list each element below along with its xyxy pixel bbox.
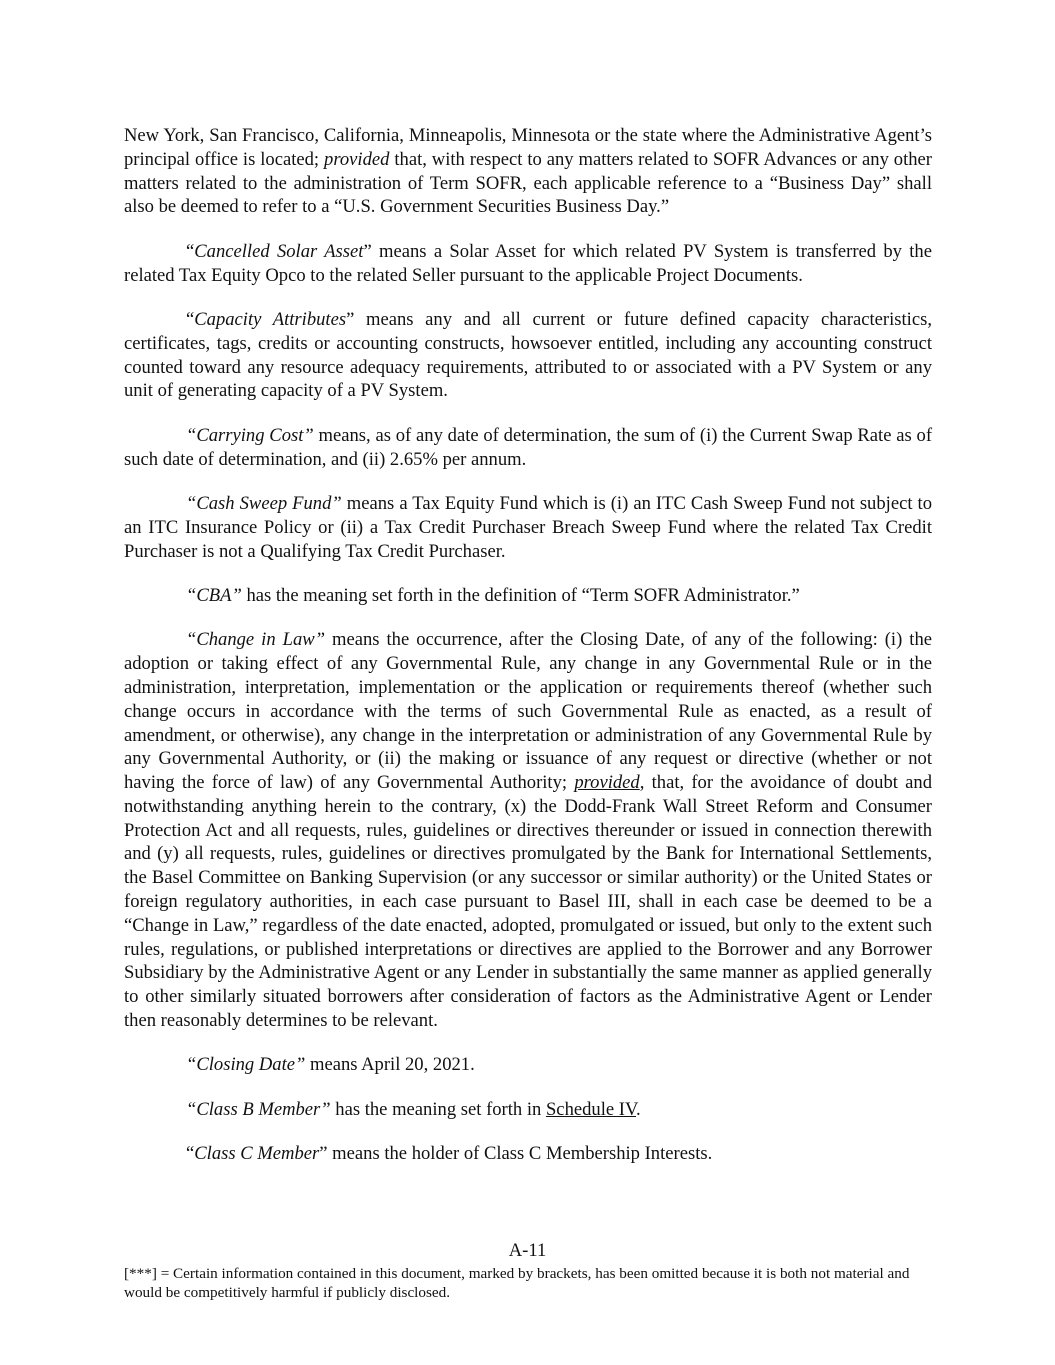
defined-term: Change in Law <box>196 629 315 651</box>
definition-cash-sweep-fund: “Cash Sweep Fund” means a Tax Equity Fund which is (i) an ITC Cash Sweep Fund not subject to an ITC Insurance Policy or (ii) a Tax Credit Purchaser Breach Sweep Fund where the related Tax Credit Purchaser is not a Qualifying Tax Credit Purchaser. <box>124 492 932 562</box>
definition-text: , that, for the avoidance of doubt and notwithstanding anything herein to the contrary, (x) the Dodd-Frank Wall Street Reform and Consumer Protection Act and all requests, rules, guidelines or directives thereunder or issued in connection therewith and (y) all requests, rules, guidelines or directives promulgated by the Bank for International Settlements, the Basel Committee on Banking Supervision (or any successor or similar authority) or the United States or foreign regulatory authorities, in each case pursuant to Basel III, shall in each case be deemed to be a “Change in Law,” regardless of the date enacted, adopted, promulgated or issued, but only to the extent such rules, regulations, or published interpretations or directives are applied to the Borrower and any Borrower Subsidiary by the Administrative Agent or any Lender in substantially the same manner as applied generally to other similarly situated borrowers after consideration of factors as the Administrative Agent or Lender then reasonably determines to be relevant. <box>124 772 933 1032</box>
defined-term: Capacity Attributes <box>194 308 347 330</box>
definition-capacity-attributes: “Capacity Attributes” means any and all current or future defined capacity characteristics, certificates, tags, credits or accounting constructs, howsoever entitled, including any accounting construct counted toward any resource adequacy requirements, attributed to or associated with a PV System or any unit of generating capacity of a PV System. <box>124 308 932 402</box>
provided-term: provided <box>574 772 640 794</box>
definition-text: means, as of any date of determination, the sum of (i) the Current Swap Rate as of such date of determination, and (ii) 2.65% per annum. <box>124 424 933 470</box>
definition-carrying-cost: “Carrying Cost” means, as of any date of determination, the sum of (i) the Current Swap Rate as of such date of determination, and (ii) 2.65% per annum. <box>124 424 933 470</box>
defined-term: Class B Member <box>196 1098 321 1120</box>
definition-text: means April 20, 2021. <box>305 1054 475 1076</box>
text-run: New York, San Francisco, California, Minneapolis, Minnesota or the state where the Administrative Agent’s principal office is located; <box>124 125 932 170</box>
definition-text: has the meaning set forth in the definition of “Term SOFR Administrator.” <box>241 584 800 606</box>
defined-term: CBA <box>196 584 232 606</box>
definition-class-b-member: “Class B Member” has the meaning set forth in Schedule IV. <box>186 1098 641 1120</box>
provided-term: provided <box>324 148 390 170</box>
definition-cba: “CBA” has the meaning set forth in the definition of “Term SOFR Administrator.” <box>186 584 800 606</box>
defined-term: Class C Member <box>194 1143 320 1165</box>
schedule-reference: Schedule IV <box>545 1098 636 1120</box>
definition-cancelled-solar-asset: “Cancelled Solar Asset” means a Solar Asset for which related PV System is transferred by the related Tax Equity Opco to the related Seller pursuant to the applicable Project Documents. <box>124 240 932 286</box>
definition-class-c-member: “Class C Member” means the holder of Class C Membership Interests. <box>186 1143 713 1165</box>
continued-paragraph <box>124 124 932 219</box>
definition-text: means a Solar Asset for which related PV System is transferred by the related Tax Equity Opco to the related Seller pursuant to the applicable Project Documents. <box>124 240 932 286</box>
defined-term: Cancelled Solar Asset <box>194 240 364 262</box>
definition-text: has the meaning set forth in <box>330 1098 546 1120</box>
document-body <box>124 124 932 1187</box>
definition-text: means any and all current or future defined capacity characteristics, certificates, tags, credits or accounting constructs, howsoever entitled, including any accounting construct counted toward any resource adequacy requirements, attributed to or associated with a PV System or any unit of generating capacity of a PV System. <box>124 308 932 402</box>
definition-change-in-law: “Change in Law” means the occurrence, after the Closing Date, of any of the following: (i) the adoption or taking effect of any Governmental Rule, any change in any Governmental Rule or in the administration, interpretation, implementation or the application or requirements thereof (whether such change occurs in accordance with the terms of such Governmental Rule as enacted, as a result of amendment, or otherwise), any change in the interpretation or administration of any Governmental Rule by any Governmental Authority, or (ii) the making or issuance of any request or directive (whether or not having the force of law) of any Governmental Authority; provided, that, for the avoidance of doubt and notwithstanding anything herein to the contrary, (x) the Dodd-Frank Wall Street Reform and Consumer Protection Act and all requests, rules, guidelines or directives thereunder or issued in connection therewith and (y) all requests, rules, guidelines or directives promulgated by the Bank for International Settlements, the Basel Committee on Banking Supervision (or any successor or similar authority) or the United States or foreign regulatory authorities, in each case pursuant to Basel III, shall in each case be deemed to be a “Change in Law,” regardless of the date enacted, adopted, promulgated or issued, but only to the extent such rules, regulations, or published interpretations or directives are applied to the Borrower and any Borrower Subsidiary by the Administrative Agent or any Lender in substantially the same manner as applied generally to other similarly situated borrowers after consideration of factors as the Administrative Agent or Lender then reasonably determines to be relevant. <box>124 629 933 1032</box>
definition-closing-date: “Closing Date” means April 20, 2021. <box>186 1054 475 1076</box>
defined-term: Carrying Cost <box>196 424 304 446</box>
redaction-footnote: [***] = Certain information contained in this document, marked by brackets, has been omitted because it is both not material and would be competitively harmful if publicly disclosed. <box>124 1265 910 1301</box>
definition-text: means a Tax Equity Fund which is (i) an ITC Cash Sweep Fund not subject to an ITC Insurance Policy or (ii) a Tax Credit Purchaser Breach Sweep Fund where the related Tax Credit Purchaser is not a Qualifying Tax Credit Purchaser. <box>124 492 932 562</box>
defined-term: Closing Date <box>196 1054 295 1076</box>
page-number: A-11 <box>508 1240 547 1261</box>
definition-text: means the holder of Class C Membership Interests. <box>327 1143 713 1165</box>
definition-text: means the occurrence, after the Closing Date, of any of the following: (i) the adoption or taking effect of any Governmental Rule, any change in any Governmental Rule or in the administration, interpretation, implementation or the application or requirements thereof (whether such change occurs in accordance with the terms of such Governmental Rule as enacted, as a result of amendment, or otherwise), any change in the interpretation or administration of any Governmental Rule by any Governmental Authority, or (ii) the making or issuance of any request or directive (whether or not having the force of law) of any Governmental Authority; <box>124 629 932 794</box>
defined-term: Cash Sweep Fund <box>196 492 332 514</box>
text-run: that, with respect to any matters related to SOFR Advances or any other matters related to the administration of Term SOFR, each applicable reference to a “Business Day” shall also be deemed to refer to a “U.S. Government Securities Business Day.” <box>124 148 932 218</box>
